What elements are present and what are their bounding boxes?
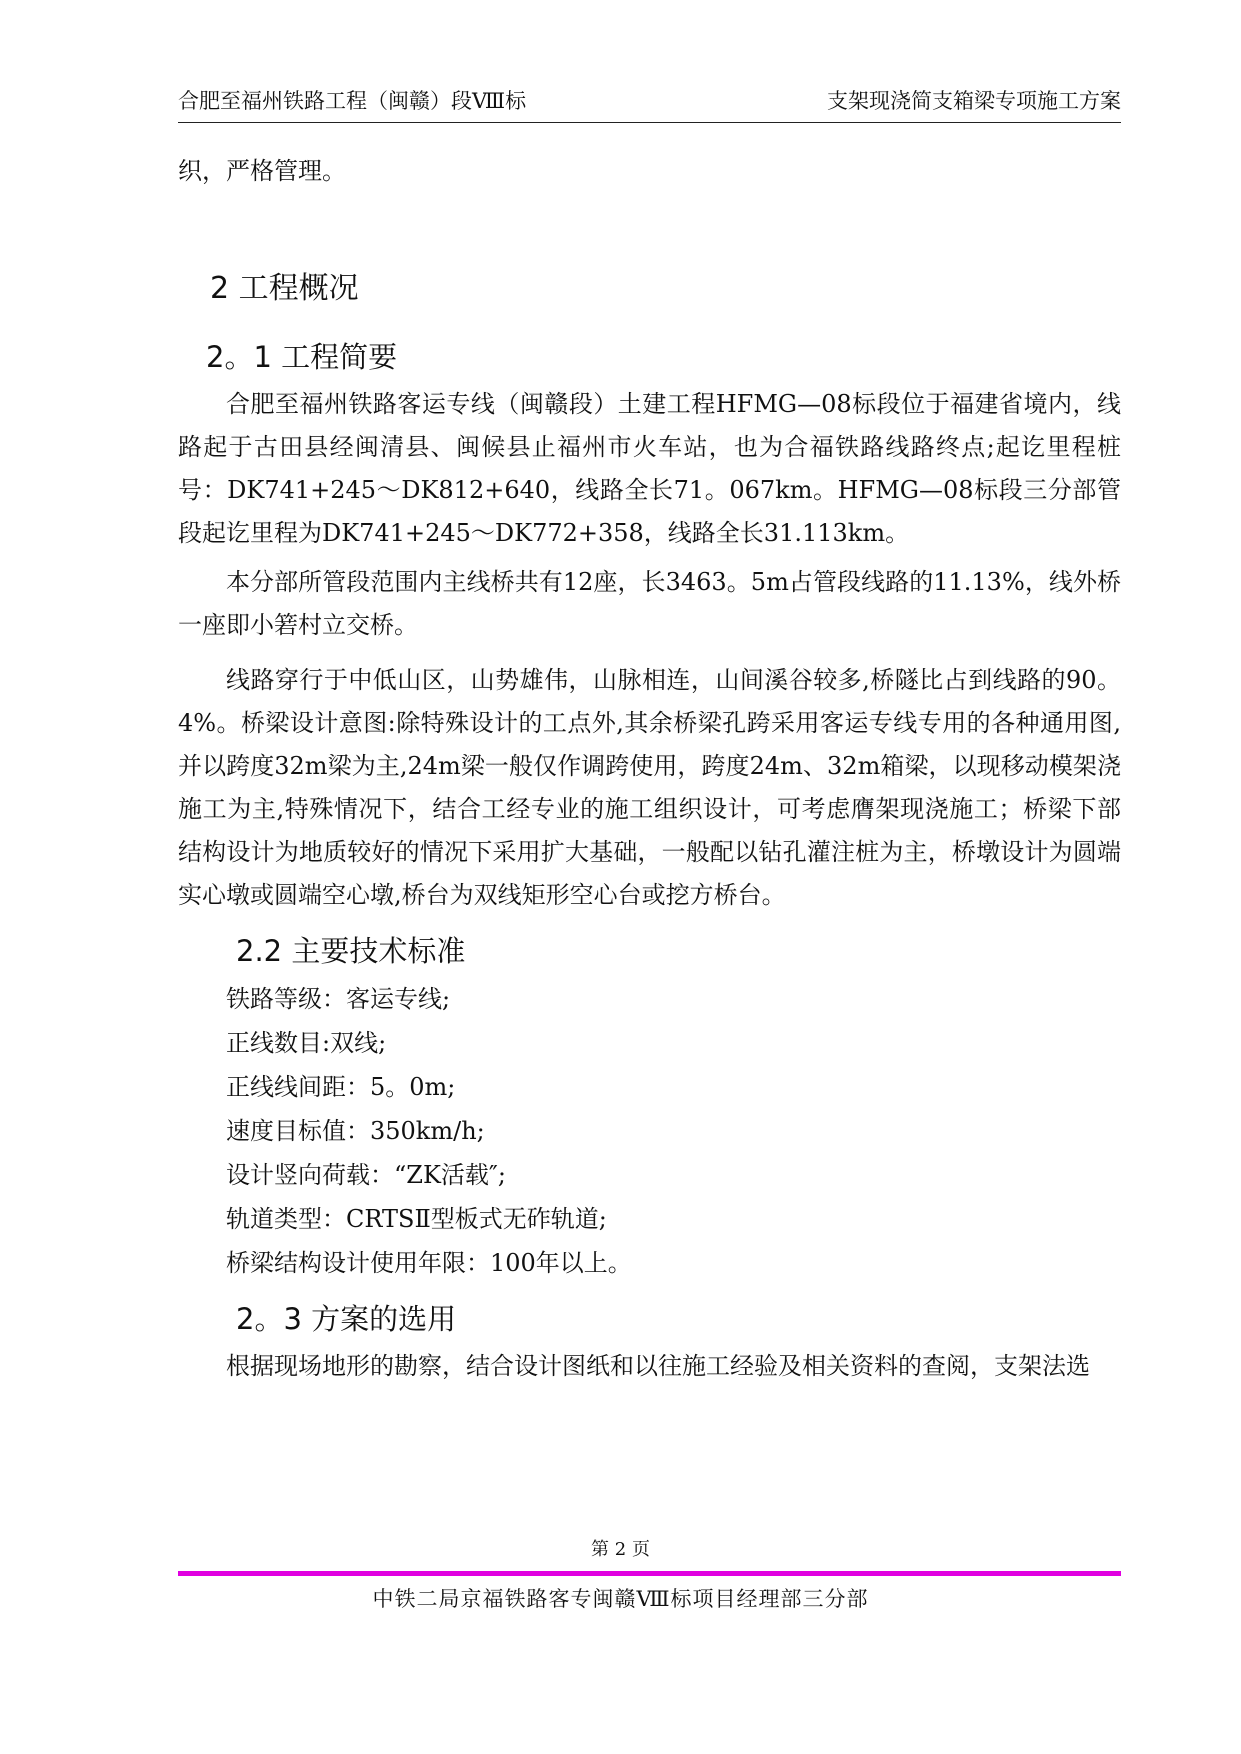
standard-item: 速度目标值：350km/h;: [226, 1117, 485, 1145]
header-project-title: 合肥至福州铁路工程（闽赣）段Ⅷ标: [178, 89, 527, 113]
paragraph-project-summary: 合肥至福州铁路客运专线（闽赣段）土建工程HFMG—08标段位于福建省境内，线路起于古田县经闽清县、闽候县止福州市火车站，也为合福铁路线路终点;起讫里程桩号：DK741+245～DK812+640，线路全长71。067km。HFMG—08标段三分部管段起讫里程为DK741+245～DK772+358，线路全长31.113km。: [178, 390, 1121, 547]
standard-item: 轨道类型：CRTSⅡ型板式无砟轨道;: [226, 1205, 607, 1233]
page-content: [178, 150, 1121, 1388]
standard-item: 桥梁结构设计使用年限：100年以上。: [226, 1249, 632, 1277]
standard-item: 正线数目:双线;: [226, 1029, 387, 1057]
section-2-2-heading: 2.2 主要技术标准: [236, 934, 466, 968]
paragraph-bridge-count: 本分部所管段范围内主线桥共有12座，长3463。5m占管段线路的11.13%，线外桥一座即小箬村立交桥。: [178, 568, 1121, 639]
paragraph-bridge-design: 线路穿行于中低山区，山势雄伟，山脉相连，山间溪谷较多,桥隧比占到线路的90。4%。桥梁设计意图:除特殊设计的工点外,其余桥梁孔跨采用客运专线专用的各种通用图,并以跨度32m梁为主,24m梁一般仅作调跨使用，跨度24m、32m箱梁，以现移动模架浇施工为主,特殊情况下，结合工经专业的施工组织设计，可考虑膺架现浇施工；桥梁下部结构设计为地质较好的情况下采用扩大基础，一般配以钻孔灌注桩为主，桥墩设计为圆端实心墩或圆端空心墩,桥台为双线矩形空心台或挖方桥台。: [178, 666, 1121, 909]
standard-item: 正线线间距：5。0m;: [226, 1073, 456, 1101]
footer-organization: 中铁二局京福铁路客专闽赣Ⅷ标项目经理部三分部: [372, 1587, 869, 1611]
standard-item: 铁路等级：客运专线;: [226, 985, 451, 1013]
standard-item: 设计竖向荷载：“ZK活载″;: [226, 1161, 506, 1189]
page-header: [178, 86, 1121, 123]
section-2-heading: 2 工程概况: [210, 271, 359, 306]
section-2-3-heading: 2。3 方案的选用: [236, 1302, 457, 1336]
paragraph-scheme-selection: 根据现场地形的勘察，结合设计图纸和以往施工经验及相关资料的查阅，支架法选: [226, 1352, 1090, 1380]
section-2-1-heading: 2。1 工程简要: [206, 340, 398, 374]
footer-divider: [178, 1571, 1121, 1576]
continuation-text: 织，严格管理。: [178, 157, 346, 185]
page-number: 第 2 页: [591, 1539, 650, 1560]
header-document-title: 支架现浇简支箱梁专项施工方案: [827, 89, 1121, 113]
